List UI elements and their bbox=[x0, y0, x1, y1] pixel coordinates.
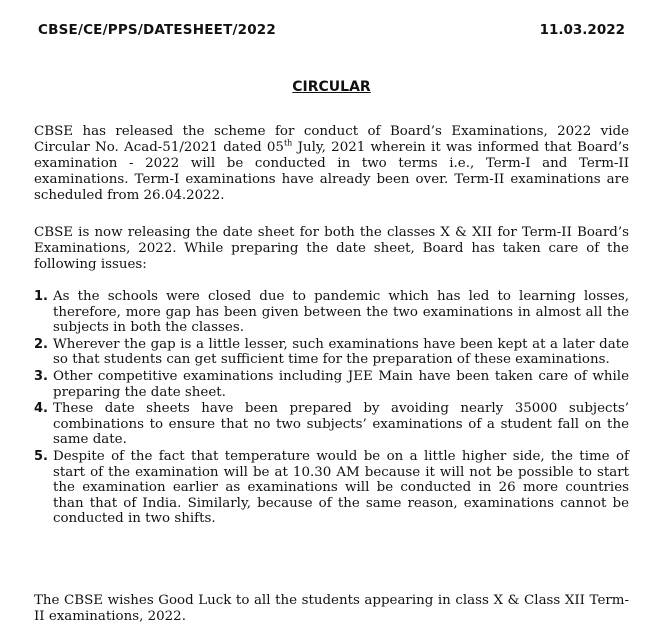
datesheet-paragraph: CBSE is now releasing the date sheet for both the classes X & XII for Term-II Board’s Examinations, 2022. While preparing the date sheet, Board has taken care of the following issues: bbox=[34, 225, 629, 272]
reference-number: CBSE/CE/PPS/DATESHEET/2022 bbox=[38, 22, 276, 38]
list-item bbox=[34, 401, 629, 448]
list-number: 3. bbox=[34, 368, 48, 384]
circular-title: CIRCULAR bbox=[292, 79, 371, 95]
intro-text-start: CBSE has released the scheme for conduct of Board’s Examinations, 2022 vide Circular No. Acad-51/2021 dated 05 bbox=[34, 124, 629, 155]
list-item bbox=[34, 449, 629, 527]
intro-text-end: July, 2021 wherein it was informed that Board’s examination - 2022 will be conducted in two terms i.e., Term-I and Term-II examinations. Term-I examinations have already been over. Term-II examinations are scheduled from 26.04.2022. bbox=[34, 140, 629, 203]
header bbox=[38, 22, 625, 42]
list-text: Wherever the gap is a little lesser, such examinations have been kept at a later date so that students can get sufficient time for the preparation of these examinations. bbox=[53, 336, 629, 368]
list-text: Other competitive examinations including JEE Main have been taken care of while preparing the date sheet. bbox=[53, 368, 629, 400]
ordinal-suffix: th bbox=[283, 138, 293, 148]
list-text: As the schools were closed due to pandemic which has led to learning losses, therefore, more gap has been given between the two examinations in almost all the subjects in both the classes. bbox=[53, 289, 629, 336]
issues-list bbox=[34, 289, 629, 528]
intro-paragraph bbox=[34, 124, 629, 204]
list-item bbox=[34, 289, 629, 336]
list-number: 5. bbox=[34, 448, 48, 464]
list-item bbox=[34, 369, 629, 400]
list-text: These date sheets have been prepared by avoiding nearly 35000 subjects’ combinations to ensure that no two subjects’ examinations of a student fall on the same date. bbox=[53, 401, 629, 448]
list-text: Despite of the fact that temperature would be on a little higher side, the time of start of the examination will be at 10.30 AM because it will not be possible to start the examination earlier as examinations will be conducted in 26 more countries than that of India. Similarly, because of the same reason, examinations cannot be conducted in two shifts. bbox=[53, 448, 629, 527]
list-number: 4. bbox=[34, 401, 48, 417]
list-item bbox=[34, 337, 629, 368]
closing-paragraph: The CBSE wishes Good Luck to all the students appearing in class X & Class XII Term-II examinations, 2022. bbox=[34, 593, 629, 624]
circular-date: 11.03.2022 bbox=[539, 22, 625, 38]
list-number: 1. bbox=[34, 289, 48, 304]
title-block bbox=[0, 76, 663, 95]
list-number: 2. bbox=[34, 336, 48, 352]
